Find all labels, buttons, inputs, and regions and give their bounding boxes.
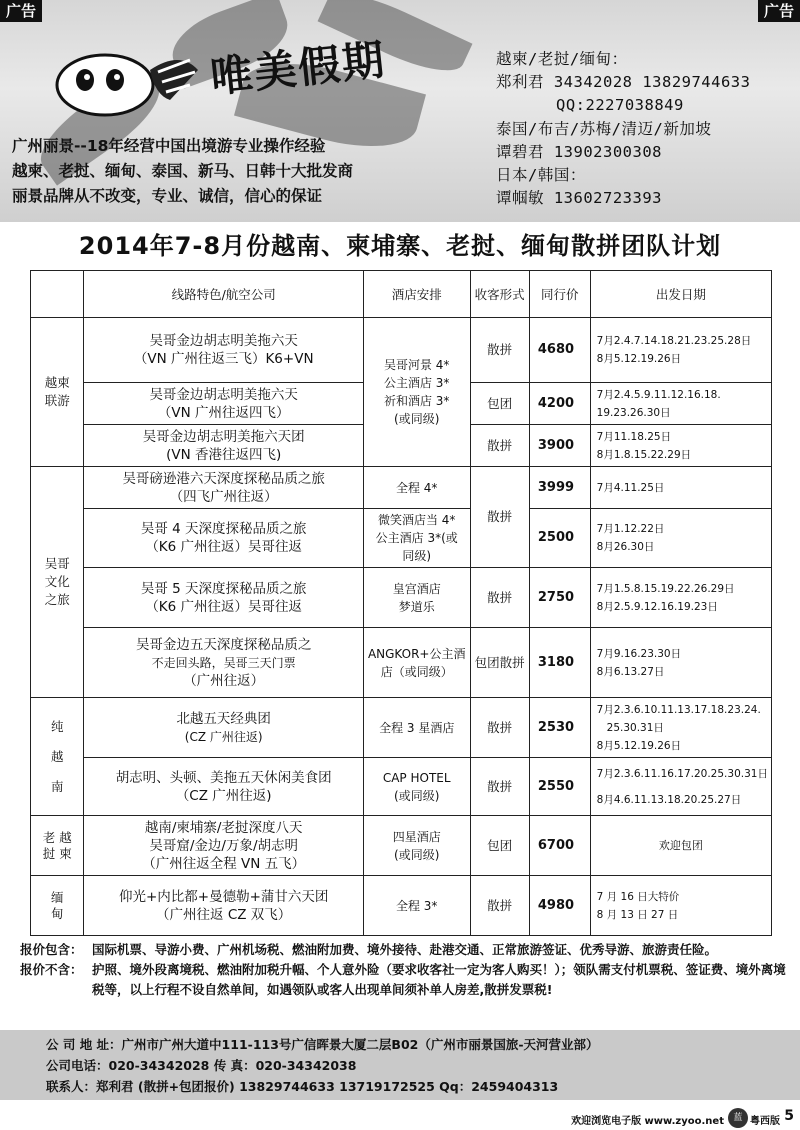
company-address: 公 司 地 址：广州市广州大道中111-113号广信晖景大厦二层B02（广州市丽景国旅-天河营业部） — [46, 1037, 599, 1052]
contact-line: 泰国/布吉/苏梅/清迈/新加坡 — [496, 119, 712, 138]
dates-cell: 7月4.11.25日 — [590, 467, 771, 509]
hotel-cell: 吴哥河景 4* 公主酒店 3* 祈和酒店 3* (或同级) — [363, 318, 470, 467]
mascot-logo — [50, 40, 200, 120]
price-notes — [20, 940, 790, 1000]
price-cell: 2550 — [529, 758, 590, 816]
price-cell: 4200 — [529, 383, 590, 425]
includes-text: 国际机票、导游小费、广州机场税、燃油附加费、境外接待、赴港交通、正常旅游签证、优秀导游、旅游责任险。 — [92, 942, 718, 957]
mode-cell: 散拼 — [470, 758, 529, 816]
table-row — [31, 318, 772, 383]
includes-label: 报价包含： — [20, 942, 83, 957]
intro-line: 丽景品牌从不改变，专业、诚信，信心的保证 — [12, 187, 323, 205]
edition-label: 粤西版 — [750, 1116, 780, 1127]
price-cell: 2750 — [529, 568, 590, 628]
route-cell: 越南/柬埔寨/老挝深度八天 吴哥窟/金边/万象/胡志明 （广州往返全程 VN 五飞） — [84, 816, 363, 876]
dates-cell: 7月9.16.23.30日 8月6.13.27日 — [590, 628, 771, 698]
dates-cell: 欢迎包团 — [590, 816, 771, 876]
excludes-label: 报价不含： — [20, 962, 83, 977]
route-cell: 胡志明、头顿、美拖五天休闲美食团 （CZ 广州往返) — [84, 758, 363, 816]
contact-person: 联系人：郑利君 (散拼+包团报价) 13829744633 13719172525 Qq：2459404313 — [46, 1079, 559, 1094]
mode-cell: 散拼 — [470, 568, 529, 628]
ad-tag-left: 广告 — [0, 0, 42, 22]
hotel-cell: 全程 4* — [363, 467, 470, 509]
category-cell: 老 越 挝 柬 — [31, 816, 84, 876]
mode-cell: 散拼 — [470, 698, 529, 758]
hotel-cell: 全程 3 星酒店 — [363, 698, 470, 758]
header-route: 线路特色/航空公司 — [84, 271, 363, 318]
mode-cell: 散拼 — [470, 425, 529, 467]
header-price: 同行价 — [529, 271, 590, 318]
route-cell: 吴哥 5 天深度探秘品质之旅 （K6 广州往返）吴哥往返 — [84, 568, 363, 628]
mode-cell: 包团散拼 — [470, 628, 529, 698]
price-cell: 2530 — [529, 698, 590, 758]
contact-line: 谭帼敏 13602723393 — [496, 189, 662, 208]
route-cell: 吴哥金边胡志明美拖六天 （VN 广州往返三飞）K6+VN — [84, 318, 363, 383]
excludes-text: 护照、境外段离境税、燃油附加税升幅、个人意外险（要求收客社一定为客人购买！）；领队需支付机票税、签证费、境外离境税等，以上行程不设自然单间，如遇领队或客人出现单间须补单人房差,散拼发票税! — [92, 962, 786, 997]
price-cell: 3999 — [529, 467, 590, 509]
contact-line: QQ:2227038849 — [556, 96, 684, 115]
route-cell: 吴哥 4 天深度探秘品质之旅 （K6 广州往返）吴哥往返 — [84, 509, 363, 568]
hotel-cell: 皇宫酒店 梦道乐 — [363, 568, 470, 628]
dates-cell: 7月11.18.25日 8月1.8.15.22.29日 — [590, 425, 771, 467]
route-cell: 吴哥金边胡志明美拖六天团 (VN 香港往返四飞) — [84, 425, 363, 467]
table-row — [31, 758, 772, 816]
table-row — [31, 876, 772, 936]
contact-line: 越柬/老挝/缅甸： — [496, 50, 628, 68]
contact-line: 谭碧君 13902300308 — [496, 142, 662, 161]
dates-cell: 7月2.4.7.14.18.21.23.25.28日 8月5.12.19.26日 — [590, 318, 771, 383]
route-cell: 仰光+内比都+曼德勒+蒲甘六天团 （广州往返 CZ 双飞） — [84, 876, 363, 936]
price-includes — [20, 940, 790, 960]
contact-line: 郑利君 34342028 13829744633 — [496, 73, 751, 92]
page-footer — [0, 1104, 800, 1130]
mode-cell: 散拼 — [470, 876, 529, 936]
intro-line: 广州丽景--18年经营中国出境游专业操作经验 — [12, 137, 326, 155]
page-number: 5 — [784, 1108, 794, 1124]
table-row — [31, 568, 772, 628]
dates-cell: 7月1.12.22日 8月26.30日 — [590, 509, 771, 568]
contact-box — [0, 1030, 800, 1100]
publisher-logo-icon: 蓝 — [728, 1108, 748, 1128]
price-cell: 4980 — [529, 876, 590, 936]
company-intro — [12, 134, 482, 209]
header-hotel: 酒店安排 — [363, 271, 470, 318]
table-row — [31, 467, 772, 509]
mode-cell: 包团 — [470, 383, 529, 425]
hotel-cell: 微笑酒店当 4* 公主酒店 3*(或 同级) — [363, 509, 470, 568]
tour-plan-table — [30, 270, 772, 936]
hotel-cell: 四星酒店 (或同级) — [363, 816, 470, 876]
route-cell: 吴哥金边五天深度探秘品质之 不走回头路，吴哥三天门票 （广州往返） — [84, 628, 363, 698]
company-phone: 公司电话：020-34342028 传 真：020-34342038 — [46, 1058, 357, 1073]
page-title: 2014年7-8月份越南、柬埔寨、老挝、缅甸散拼团队计划 — [78, 232, 722, 260]
footer-url: 欢迎浏览电子版 www.zyoo.net — [571, 1116, 724, 1127]
price-cell: 6700 — [529, 816, 590, 876]
dates-cell: 7 月 16 日大特价 8 月 13 日 27 日 — [590, 876, 771, 936]
category-cell: 纯 越 南 — [31, 698, 84, 816]
price-cell: 2500 — [529, 509, 590, 568]
route-cell: 吴哥磅逊港六天深度探秘品质之旅 （四飞广州往返） — [84, 467, 363, 509]
route-cell: 北越五天经典团 (CZ 广州往返) — [84, 698, 363, 758]
category-cell: 吴哥 文化 之旅 — [31, 467, 84, 698]
price-cell: 3180 — [529, 628, 590, 698]
brand-name: 唯美假期 — [208, 34, 389, 103]
hotel-cell: ANGKOR+公主酒 店（或同级） — [363, 628, 470, 698]
dates-cell: 7月2.3.6.10.11.13.17.18.23.24. 25.30.31日 8月5.12.19.26日 — [590, 698, 771, 758]
table-row — [31, 698, 772, 758]
intro-line: 越柬、老挝、缅甸、泰国、新马、日韩十大批发商 — [12, 162, 354, 180]
hotel-cell: CAP HOTEL (或同级) — [363, 758, 470, 816]
contact-line: 日本/韩国： — [496, 166, 586, 185]
header-mode: 收客形式 — [470, 271, 529, 318]
table-row — [31, 628, 772, 698]
mode-cell: 散拼 — [470, 318, 529, 383]
price-cell: 4680 — [529, 318, 590, 383]
dates-cell: 7月2.3.6.11.16.17.20.25.30.31日 8月4.6.11.13.18.20.25.27日 — [590, 758, 771, 816]
ad-banner — [0, 0, 800, 222]
dates-cell: 7月2.4.5.9.11.12.16.18. 19.23.26.30日 — [590, 383, 771, 425]
price-excludes — [20, 960, 790, 1000]
mode-cell: 包团 — [470, 816, 529, 876]
header-dates: 出发日期 — [590, 271, 771, 318]
price-cell: 3900 — [529, 425, 590, 467]
route-cell: 吴哥金边胡志明美拖六天 （VN 广州往返四飞） — [84, 383, 363, 425]
dates-cell: 7月1.5.8.15.19.22.26.29日 8月2.5.9.12.16.19.23日 — [590, 568, 771, 628]
category-cell: 越柬 联游 — [31, 318, 84, 467]
header-category — [31, 271, 84, 318]
hotel-cell: 全程 3* — [363, 876, 470, 936]
table-header-row — [31, 271, 772, 318]
table-row — [31, 816, 772, 876]
mode-cell: 散拼 — [470, 467, 529, 568]
category-cell: 缅 甸 — [31, 876, 84, 936]
ad-tag-right: 广告 — [758, 0, 800, 22]
table-row — [31, 509, 772, 568]
contact-list — [496, 48, 796, 210]
